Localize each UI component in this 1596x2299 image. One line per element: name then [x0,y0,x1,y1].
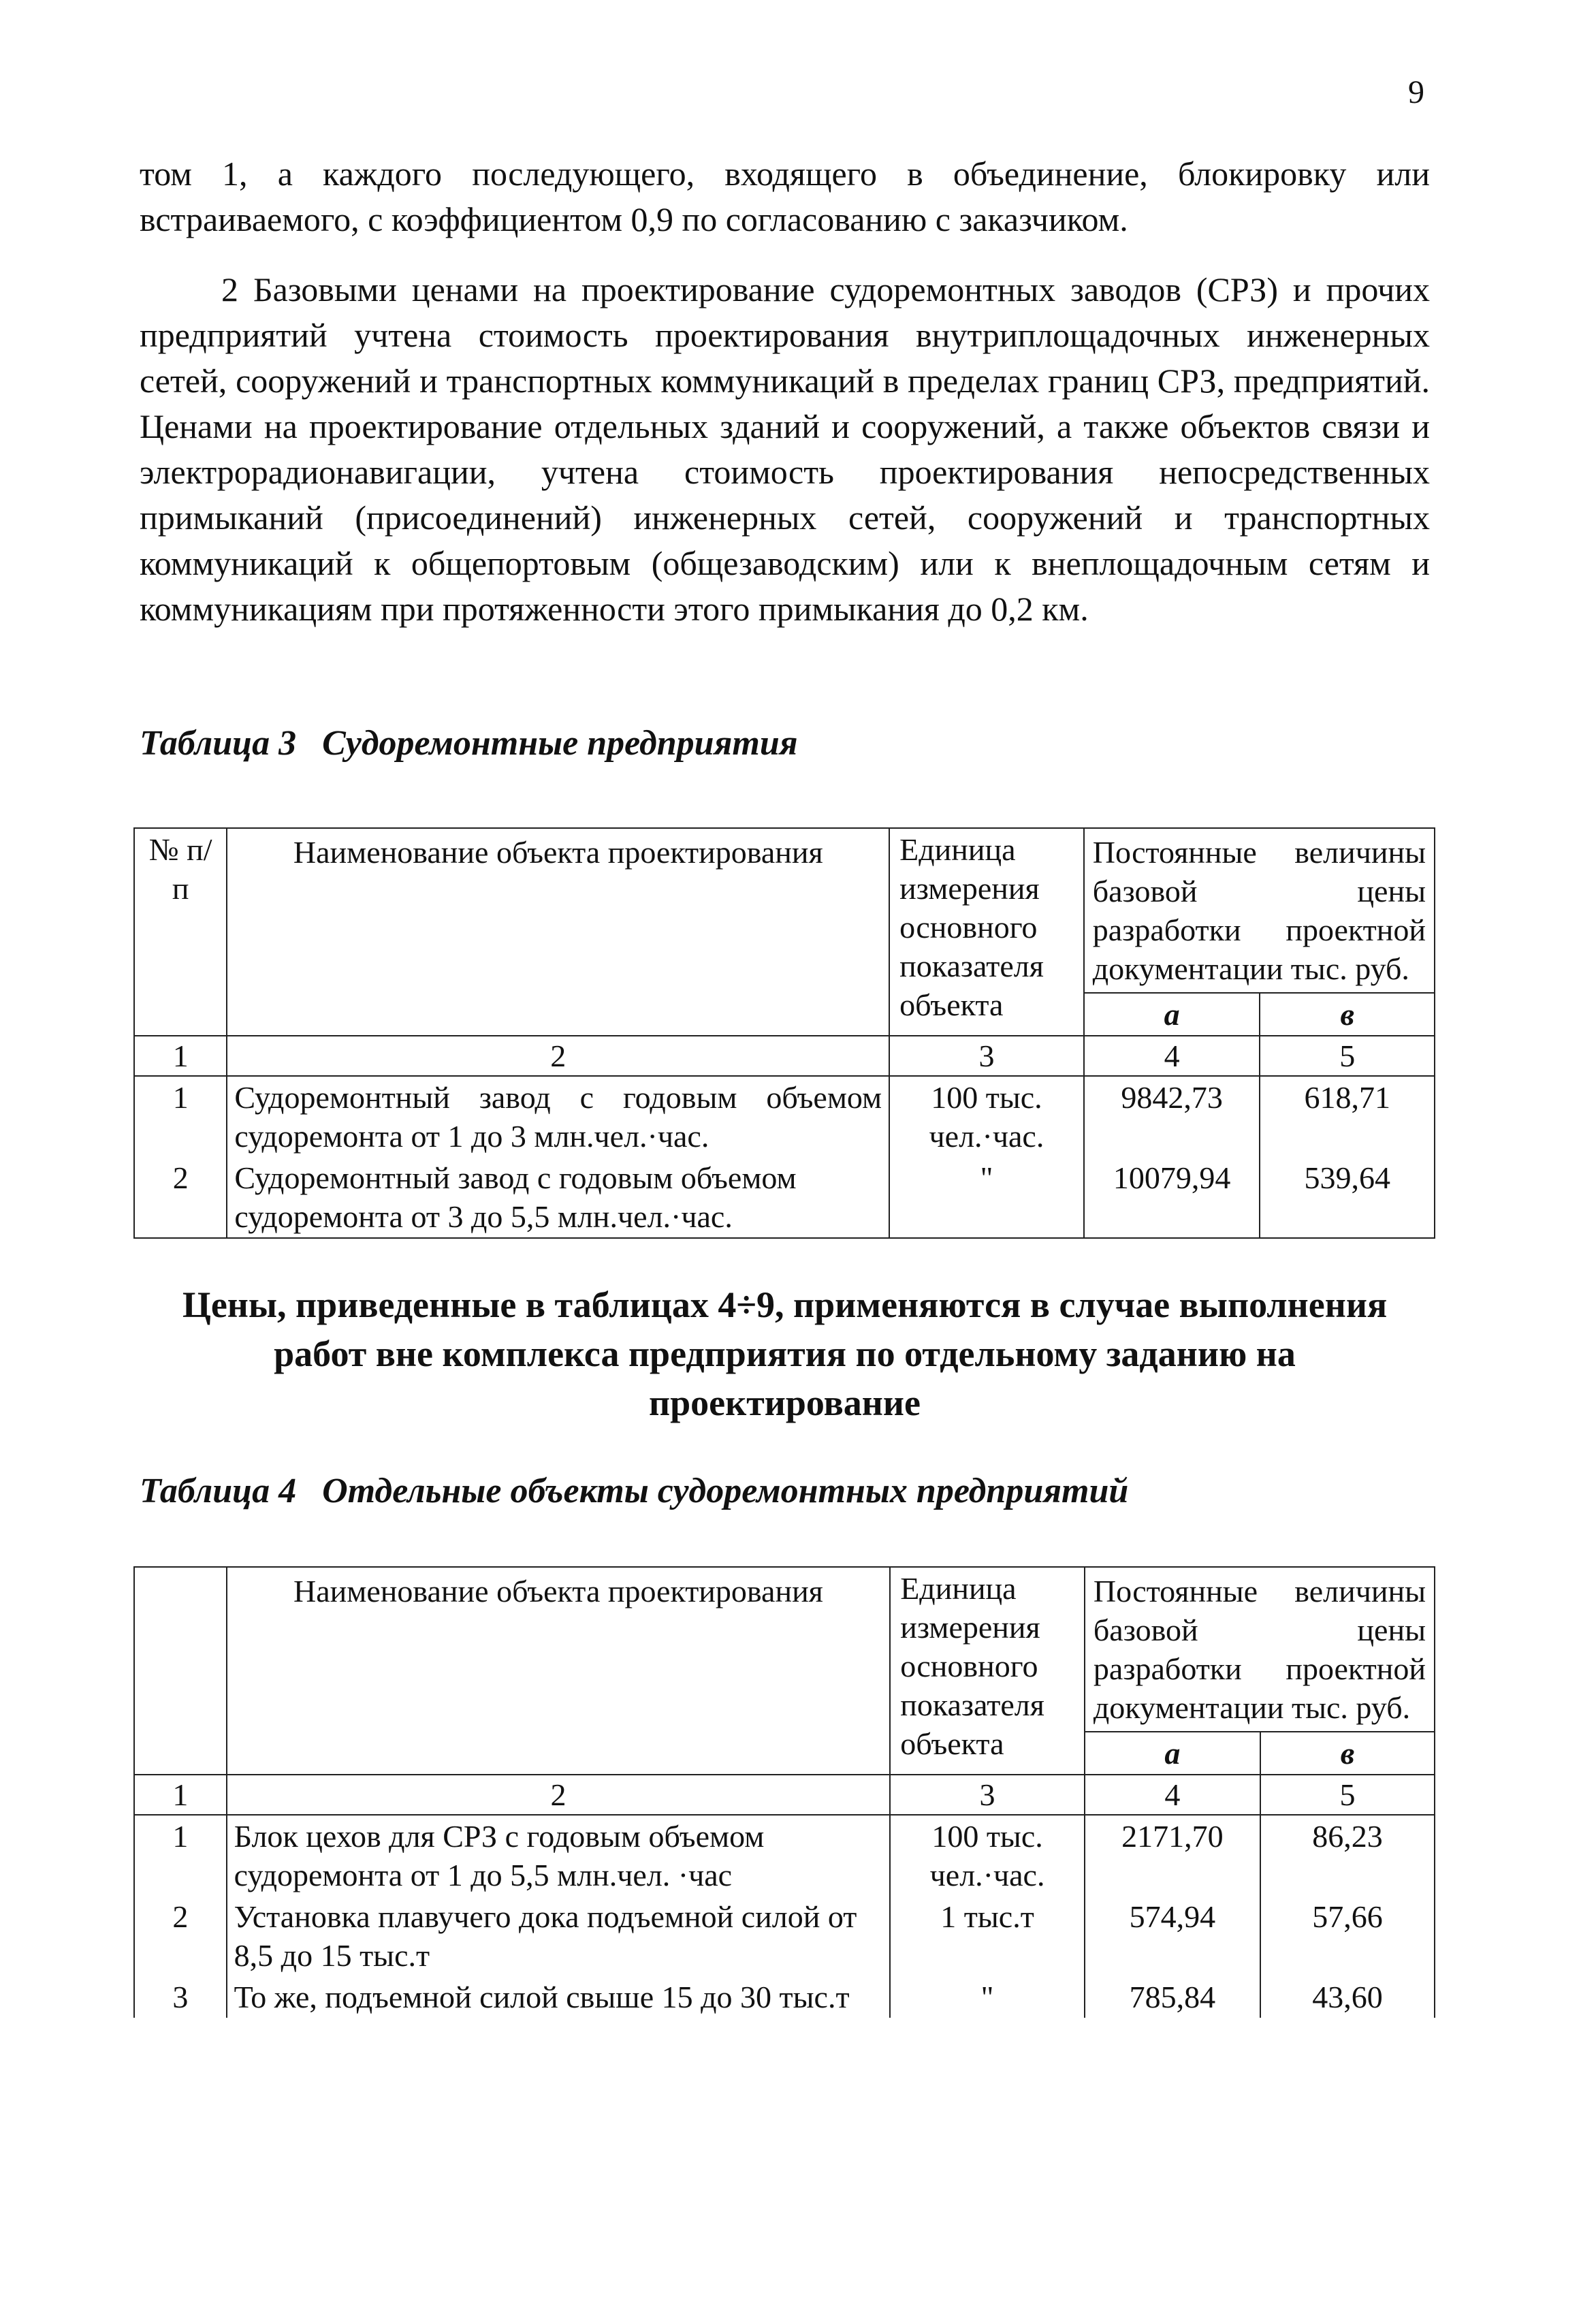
row-unit: 100 тыс. чел.·час. [889,1076,1084,1157]
row-b: 618,71 [1260,1076,1435,1157]
index-cell: 2 [227,1775,891,1815]
row-unit: " [890,1976,1085,2018]
table-index-row [134,1036,1435,1076]
row-num: 2 [134,1157,227,1238]
table-index-row [134,1775,1435,1815]
table-4-number: Таблица 4 [140,1472,297,1510]
index-cell: 2 [227,1036,889,1076]
row-b: 43,60 [1260,1976,1435,2018]
row-num: 3 [134,1976,227,2018]
row-name: Судоремонтный завод с годовым объемом судоремонта от 1 до 3 млн.чел.·час. [227,1076,889,1157]
table-row [134,1157,1435,1238]
header-unit: Единица измерения основного показателя объекта [890,1567,1085,1775]
page-number: 9 [1408,74,1424,110]
row-a: 9842,73 [1084,1076,1260,1157]
header-b: в [1260,993,1435,1036]
header-constants: Постоянные величины базовой цены разработки проектной документации тыс. руб. [1085,1567,1435,1732]
header-num: № п/п [134,828,227,1036]
header-constants: Постоянные величины базовой цены разработки проектной документации тыс. руб. [1084,828,1435,993]
row-name: Блок цехов для СРЗ с годовым объемом судоремонта от 1 до 5,5 млн.чел. ·час [227,1815,891,1896]
index-cell: 4 [1085,1775,1260,1815]
index-cell: 5 [1260,1775,1435,1815]
index-cell: 3 [890,1775,1085,1815]
row-unit: 100 тыс. чел.·час. [890,1815,1085,1896]
row-name: То же, подъемной силой свыше 15 до 30 тыс.т [227,1976,891,2018]
header-a: а [1085,1732,1260,1775]
header-name: Наименование объекта проектирования [227,828,889,1036]
index-cell: 1 [134,1775,227,1815]
index-cell: 5 [1260,1036,1435,1076]
header-b: в [1260,1732,1435,1775]
header-a: а [1084,993,1260,1036]
index-cell: 3 [889,1036,1084,1076]
table-3 [133,827,1435,1239]
paragraph-note-2: 2 Базовыми ценами на проектирование судоремонтных заводов (СРЗ) и прочих предприятий учтена стоимость проектирования внутриплощадочных инженерных сетей, сооружений и транспортных коммуникаций в пределах границ СРЗ, предприятий. Ценами на проектирование отдельных зданий и сооружений, а также объектов связи и электрорадионавигации, учтена стоимость проектирования непосредственных примыканий (присоединений) инженерных сетей, сооружений и транспортных коммуникаций к общепортовым (общезаводским) или к внеплощадочным сетям и коммуникациям при протяженности этого примыкания до 0,2 км. [140,270,1430,628]
table-row [134,1976,1435,2018]
table-row [134,1076,1435,1157]
row-a: 574,94 [1085,1896,1260,1976]
table-4-caption [140,1471,1128,1511]
table-4-title: Отдельные объекты судоремонтных предприятий [322,1472,1129,1510]
header-name: Наименование объекта проектирования [227,1567,891,1775]
row-b: 57,66 [1260,1896,1435,1976]
row-num: 1 [134,1076,227,1157]
index-cell: 4 [1084,1036,1260,1076]
paragraph-continuation: том 1, а каждого последующего, входящего в объединение, блокировку или встраиваемого, с коэффициентом 0,9 по согласованию с заказчиком. [140,155,1430,238]
table-3-caption [140,723,798,763]
header-unit: Единица измерения основного показателя объекта [889,828,1084,1036]
table-header-row [134,1567,1435,1732]
header-num [134,1567,227,1775]
row-name: Установка плавучего дока подъемной силой от 8,5 до 15 тыс.т [227,1896,891,1976]
row-a: 10079,94 [1084,1157,1260,1238]
table-header-row [134,828,1435,993]
row-unit: " [889,1157,1084,1238]
row-b: 539,64 [1260,1157,1435,1238]
index-cell: 1 [134,1036,227,1076]
row-b: 86,23 [1260,1815,1435,1896]
row-a: 785,84 [1085,1976,1260,2018]
row-unit: 1 тыс.т [890,1896,1085,1976]
row-a: 2171,70 [1085,1815,1260,1896]
table-3-title: Судоремонтные предприятия [322,724,798,763]
row-num: 2 [134,1896,227,1976]
table-row [134,1815,1435,1896]
row-num: 1 [134,1815,227,1896]
table-3-number: Таблица 3 [140,724,297,763]
table-row [134,1896,1435,1976]
row-name: Судоремонтный завод с годовым объемом судоремонта от 3 до 5,5 млн.чел.·час. [227,1157,889,1238]
table-4 [133,1566,1435,2018]
section-heading: Цены, приведенные в таблицах 4÷9, применяются в случае выполнения работ вне комплекса предприятия по отдельному заданию на проектирование [182,1284,1388,1423]
